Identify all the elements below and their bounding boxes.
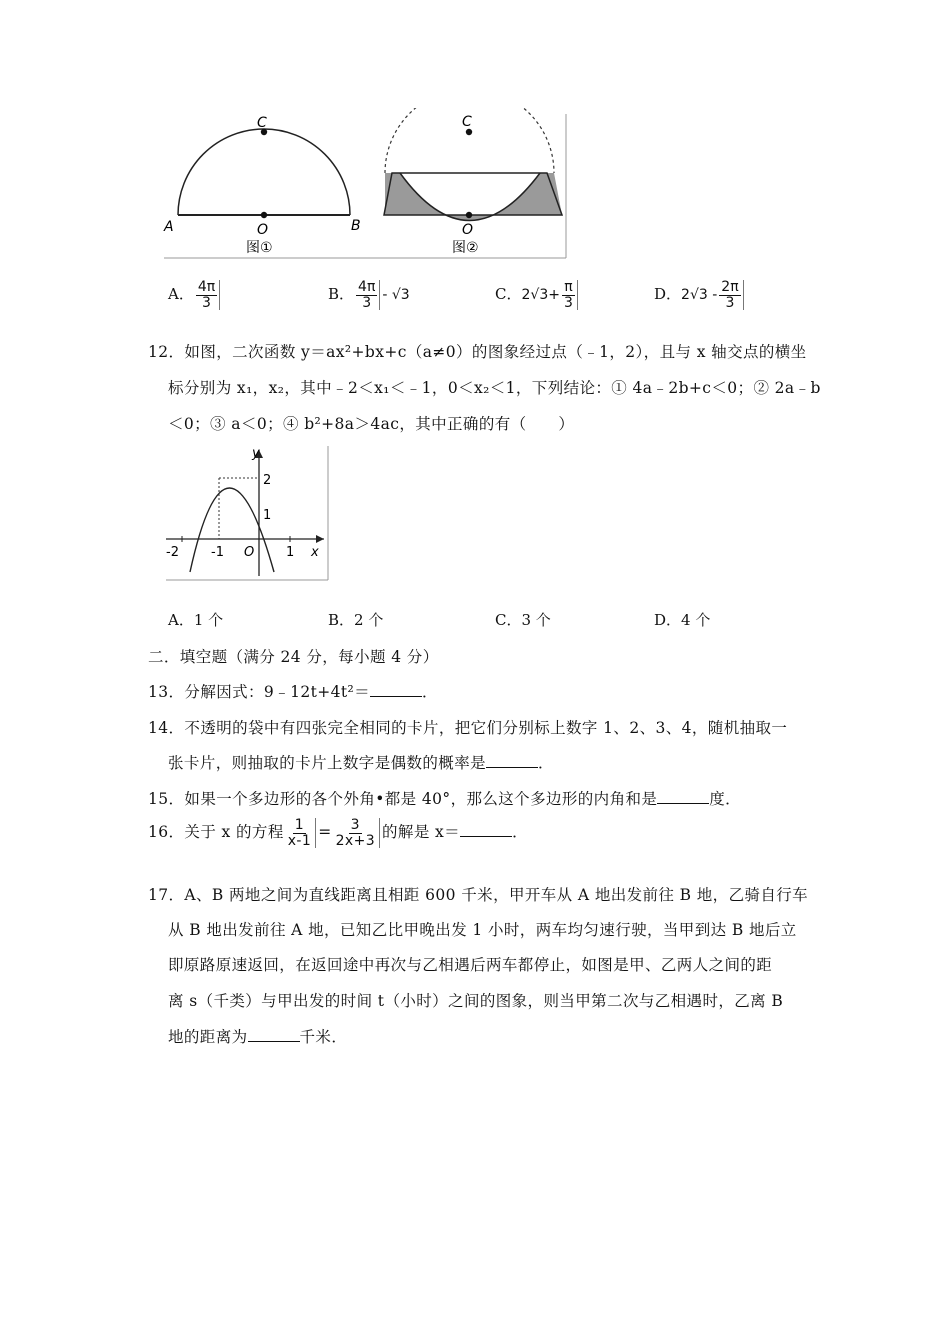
parabola-graph [164,444,332,584]
shaded-region [385,173,562,221]
svg-text:O: O [244,545,255,560]
q14-line-1: 14．不透明的袋中有四张完全相同的卡片，把它们分别标上数字 1、2、3、4，随机抽取一 [148,719,788,737]
q12-option-a: A．1 个 [168,611,224,629]
q11-option-b: B． $\frac{4\pi}{3}$ - √3 [328,279,410,311]
svg-text:y: y [252,446,260,461]
answer-blank[interactable] [657,791,709,804]
label-O-1: O [257,222,269,238]
q12-option-d: D．4 个 [654,611,711,629]
svg-text:-2: -2 [166,545,179,560]
parabola-curve [190,488,274,572]
svg-text:-1: -1 [211,545,224,560]
answer-blank[interactable] [460,824,512,837]
svg-text:2: 2 [263,473,272,488]
label-C-2: C [462,114,472,130]
q12-line-1: 12．如图，二次函数 y＝ax²+bx+c（a≠0）的图象经过点（﹣1，2），且与 x 轴交点的横坐 [148,343,807,361]
q11-option-a: A． $\frac{4\pi}{3}$ [168,280,222,310]
label-B: B [351,218,361,234]
q15: 15．如果一个多边形的各个外角•都是 40°，那么这个多边形的内角和是 度． [148,790,742,808]
q13: 13．分解因式：9﹣12t+4t²＝ ． [148,683,438,701]
label-C-1: C [257,115,267,131]
answer-blank[interactable] [486,755,538,768]
svg-text:x: x [311,545,319,560]
figure-2-caption: 图② [452,240,479,256]
q12-line-2: 标分别为 x₁，x₂，其中﹣2＜x₁＜﹣1，0＜x₂＜1，下列结论：① 4a﹣2b+c＜0；② 2a﹣b [168,379,821,397]
figure-1-caption: 图① [246,240,273,256]
section-2-heading: 二．填空题（满分 24 分，每小题 4 分） [148,648,439,666]
svg-text:1: 1 [286,545,295,560]
q11-option-c: C．2√3+ $\frac{\pi}{3}$ [495,280,580,310]
semicircle-figures [160,108,570,260]
point-O-2 [466,212,472,218]
answer-blank[interactable] [248,1029,300,1042]
label-O-2: O [462,222,474,238]
semicircle-arc-1 [178,129,350,215]
label-A: A [164,219,174,235]
answer-blank[interactable] [370,684,422,697]
q12-line-3: ＜0；③ a＜0；④ b²+8a＞4ac，其中正确的有（ ） [168,415,575,433]
q17-line-1: 17．A、B 两地之间为直线距离且相距 600 千米，甲开车从 A 地出发前往 B 地，乙骑自行车 [148,886,809,904]
q11-option-d: D．2√3 - $\frac{2\pi}{3}$ [654,280,746,310]
q17-line-3: 即原路原速返回，在返回途中再次与乙相遇后两车都停止，如图是甲、乙两人之间的距 [168,956,773,974]
q17-line-2: 从 B 地出发前往 A 地，已知乙比甲晚出发 1 小时，两车均匀速行驶，当甲到达 B 地后立 [168,921,797,939]
q17-line-4: 离 s（千类）与甲出发的时间 t（小时）之间的图象，则当甲第二次与乙相遇时，乙离 B [168,992,784,1010]
q12-option-b: B．2 个 [328,611,384,629]
point-O-1 [261,212,267,218]
q17-line-5: 地的距离为 千米． [168,1028,348,1046]
svg-text:1: 1 [263,508,272,523]
q12-option-c: C．3 个 [495,611,551,629]
q14-line-2: 张卡片，则抽取的卡片上数字是偶数的概率是 ． [168,754,554,772]
q16: 16．关于 x 的方程 $\frac{1}{x-1}$ = $\frac{3}{2x+3}$ 的解是 x＝ ． [148,817,528,849]
